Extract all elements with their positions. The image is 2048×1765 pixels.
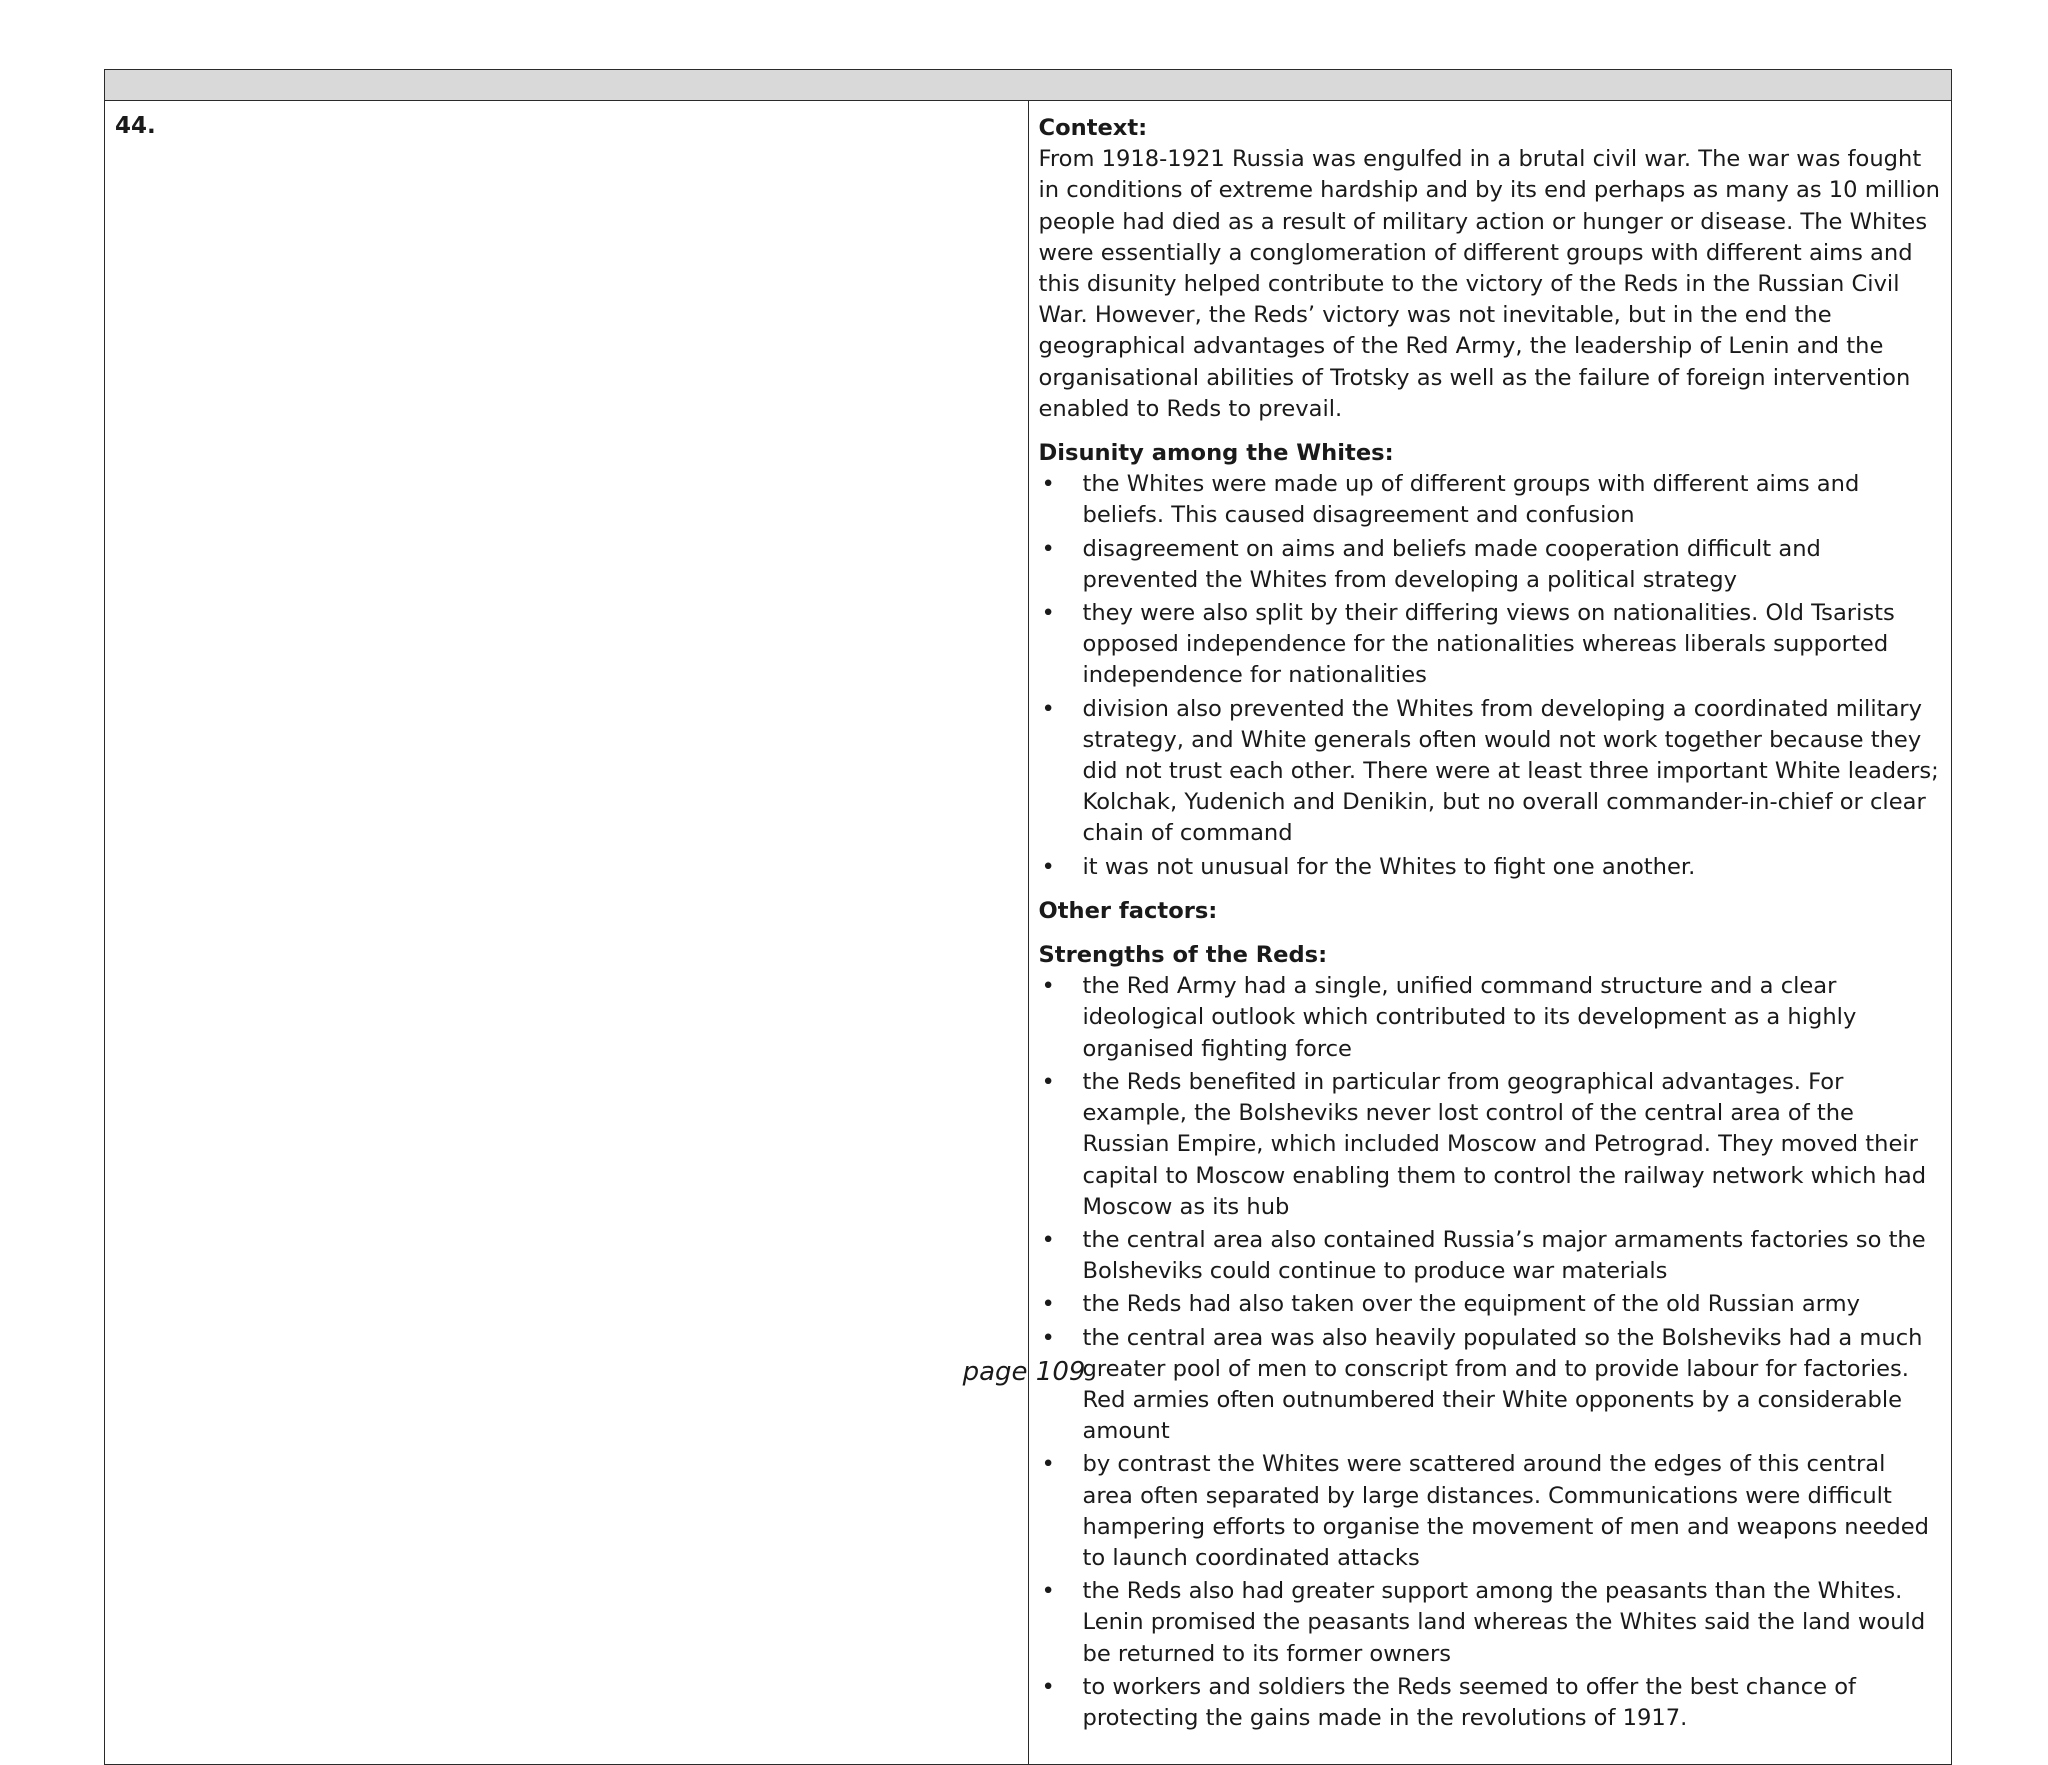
strengths-heading: Strengths of the Reds:	[1038, 942, 1328, 969]
list-item-text: the central area also contained Russia’s major armaments factories so the Bolsheviks could continue to produce war materials	[1082, 1226, 1926, 1285]
bullet-icon: •	[1041, 1291, 1055, 1318]
question-row	[105, 101, 1952, 1765]
list-item	[1039, 971, 1942, 1065]
table-header-cell	[105, 70, 1952, 101]
list-item-text: the Reds also had greater support among the peasants than the Whites. Lenin promised the peasants land whereas the Whites said the land would be returned to its former owners	[1082, 1578, 1926, 1667]
bullet-icon: •	[1041, 1578, 1055, 1605]
strengths-list	[1039, 971, 1942, 1734]
list-item	[1039, 598, 1942, 692]
context-paragraph: From 1918-1921 Russia was engulfed in a brutal civil war. The war was fought in conditions of extreme hardship and by its end perhaps as many as 10 million people had died as a result of military action or hunger or disease. The Whites were essentially a conglomeration of different groups with different aims and this disunity helped contribute to the victory of the Reds in the Russian Civil War. However, the Reds’ victory was not inevitable, but in the end the geographical advantages of the Red Army, the leadership of Lenin and the organisational abilities of Trotsky as well as the failure of foreign intervention enabled to Reds to prevail.	[1038, 146, 1940, 422]
list-item	[1039, 1289, 1942, 1320]
list-item-text: the central area was also heavily populated so the Bolsheviks had a much greater pool of men to conscript from and to provide labour for factories. Red armies often outnumbered their White opponents by a considerable amount	[1082, 1324, 1923, 1445]
list-item-text: the Reds had also taken over the equipment of the old Russian army	[1082, 1291, 1861, 1318]
list-item-text: the Whites were made up of different groups with different aims and beliefs. This caused disagreement and confusion	[1082, 471, 1860, 529]
other-factors-heading: Other factors:	[1038, 897, 1218, 924]
answer-content	[1028, 101, 1952, 1765]
list-item	[1039, 1672, 1942, 1734]
list-item-text: they were also split by their differing views on nationalities. Old Tsarists opposed independence for the nationalities whereas liberals supported independence for nationalities	[1082, 600, 1895, 689]
bullet-icon: •	[1041, 973, 1055, 1000]
list-item-text: the Red Army had a single, unified command structure and a clear ideological outlook which contributed to its development as a highly organised fighting force	[1082, 973, 1857, 1062]
context-heading: Context:	[1038, 115, 1148, 141]
page-number: page 109	[962, 1357, 1086, 1387]
bullet-icon: •	[1041, 1324, 1055, 1351]
list-item-text: it was not unusual for the Whites to fight one another.	[1082, 853, 1696, 880]
bullet-icon: •	[1041, 1226, 1055, 1253]
list-item	[1039, 1576, 1942, 1670]
question-number: 44.	[105, 101, 1029, 1765]
bullet-icon: •	[1041, 600, 1055, 627]
table-header-row	[105, 70, 1952, 101]
list-item-text: to workers and soldiers the Reds seemed to offer the best chance of protecting the gains made in the revolutions of 1917.	[1082, 1673, 1856, 1731]
bullet-icon: •	[1041, 471, 1055, 498]
list-item	[1039, 1067, 1942, 1223]
list-item	[1039, 1449, 1942, 1574]
list-item	[1039, 1225, 1942, 1287]
list-item-text: by contrast the Whites were scattered around the edges of this central area often separated by large distances. Communications were difficult hampering efforts to organise the movement of men and weapons needed to launch coordinated attacks	[1082, 1451, 1929, 1571]
list-item-text: division also prevented the Whites from developing a coordinated military strategy, and White generals often would not work together because they did not trust each other. There were at least three important White leaders; Kolchak, Yudenich and Denikin, but no overall commander-in-chief or clear chain of command	[1082, 695, 1939, 847]
list-item	[1039, 694, 1942, 850]
list-item-text: disagreement on aims and beliefs made cooperation difficult and prevented the Whites from developing a political strategy	[1082, 535, 1821, 593]
bullet-icon: •	[1041, 695, 1055, 722]
list-item	[1039, 534, 1942, 596]
bullet-icon: •	[1041, 1451, 1055, 1478]
bullet-icon: •	[1041, 853, 1055, 880]
bullet-icon: •	[1041, 1673, 1055, 1700]
list-item-text: the Reds benefited in particular from geographical advantages. For example, the Bolsheviks never lost control of the central area of the Russian Empire, which included Moscow and Petrograd. They moved their capital to Moscow enabling them to control the railway network which had Moscow as its hub	[1082, 1068, 1927, 1220]
bullet-icon: •	[1041, 535, 1055, 562]
marking-table	[104, 69, 1952, 1765]
list-item	[1039, 469, 1942, 531]
bullet-icon: •	[1041, 1068, 1055, 1095]
disunity-list	[1039, 469, 1942, 883]
disunity-heading: Disunity among the Whites:	[1038, 440, 1394, 467]
list-item	[1039, 852, 1942, 883]
